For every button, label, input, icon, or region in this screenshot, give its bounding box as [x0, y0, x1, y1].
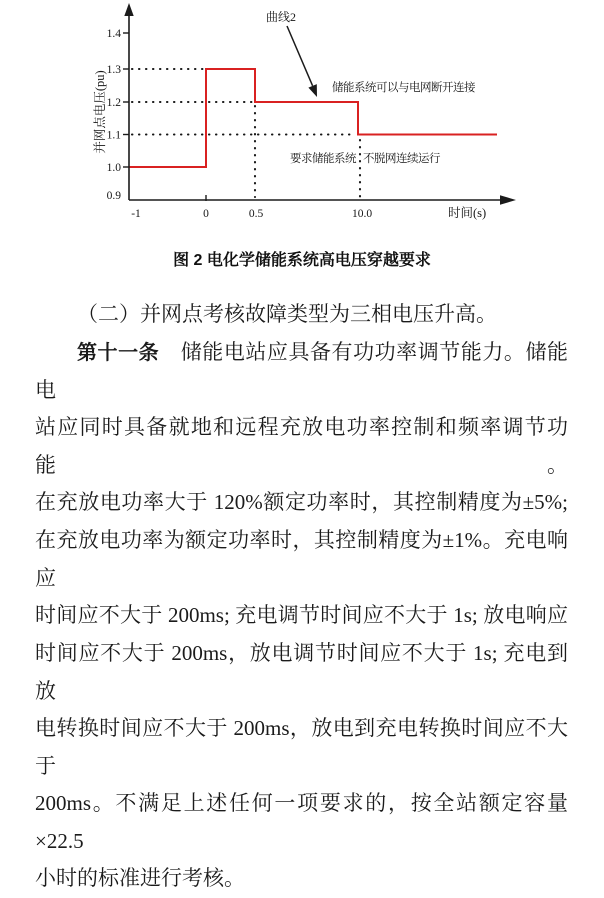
line-text: 站应同时具备就地和远程充放电功率控制和频率调节功能。 [35, 415, 568, 477]
ytick-1-4: 1.4 [106, 28, 121, 40]
curve-pointer-arrow-icon [287, 26, 317, 97]
paragraph-line [35, 635, 568, 710]
figure-caption: 图 2 电化学储能系统高电压穿越要求 [173, 252, 431, 269]
line-text: 200ms。不满足上述任何一项要求的，按全站额定容量×22.5 [35, 791, 568, 853]
line-text: 在充放电功率大于 120%额定功率时，其控制精度为±5%; [35, 490, 568, 514]
ytick-1-0: 1.0 [106, 162, 121, 174]
line-bold-segment: 第十一条 [77, 342, 160, 364]
line-text: 在充放电功率为额定功率时，其控制精度为±1%。充电响应 [35, 528, 568, 590]
stay-connected-right: 不脱网连续运行 [363, 153, 440, 165]
ytick-1-3: 1.3 [106, 64, 121, 76]
line-text: 时间应不大于 200ms; 充电调节时间应不大于 1s; 放电响应 [35, 603, 568, 627]
xtick-0-5: 0.5 [248, 208, 264, 220]
xtick-neg1: -1 [131, 208, 141, 220]
x-axis-arrow-icon [500, 195, 516, 205]
y-axis-arrow-icon [124, 3, 133, 16]
hvrt-requirement-chart [0, 0, 604, 240]
paragraph-line [35, 296, 568, 334]
line-text: 小时的标准进行考核。 [35, 866, 245, 890]
paragraph-line [35, 860, 568, 898]
y-tick-labels [107, 28, 122, 202]
line-text: （二）并网点考核故障类型为三相电压升高。 [77, 302, 497, 326]
ytick-1-1: 1.1 [106, 129, 121, 142]
ytick-1-2: 1.2 [106, 97, 121, 109]
curve-label: 曲线2 [265, 10, 297, 24]
chart-canvas [0, 0, 604, 240]
y-axis-title: 并网点电压(pu) [93, 70, 107, 154]
xtick-0: 0 [203, 208, 209, 220]
paragraph-line [35, 409, 568, 484]
paragraph-line [35, 710, 568, 785]
disconnect-note: 储能系统可以与电网断开连接 [332, 82, 475, 94]
stay-connected-left: 要求储能系统 [290, 153, 356, 165]
x-tick-labels [131, 208, 372, 220]
line-text: 时间应不大于 200ms，放电调节时间应不大于 1s; 充电到放 [35, 641, 568, 703]
x-axis-title: 时间(s) [448, 206, 487, 220]
paragraph-line [35, 785, 568, 860]
line-text: 电转换时间应不大于 200ms，放电到充电转换时间应不大于 [35, 716, 568, 778]
line-text: 储能电站应具备有功功率调节能力。储能电 [35, 340, 569, 402]
paragraph-line [35, 334, 568, 409]
xtick-10-0: 10.0 [351, 208, 373, 220]
body-text [35, 296, 568, 898]
paragraph-line [35, 597, 568, 635]
x-axis [129, 195, 516, 205]
paragraph-line [35, 484, 568, 522]
ytick-0-9: 0.9 [106, 190, 121, 202]
dotted-guides [132, 69, 360, 197]
paragraph-line [35, 522, 568, 597]
